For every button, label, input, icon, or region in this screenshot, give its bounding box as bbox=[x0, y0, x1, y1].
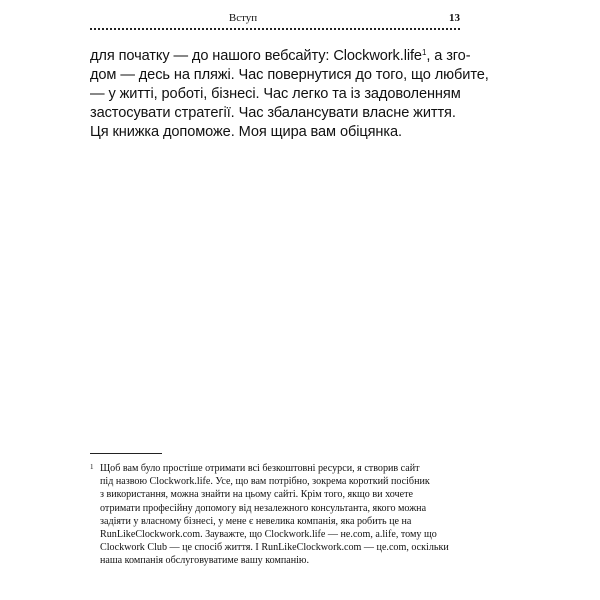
footnote-separator bbox=[90, 453, 162, 454]
footnote-line: отримати професійну допомогу від незалежного консультанта, якого можна bbox=[100, 502, 427, 514]
footnote-line: Щоб вам було простіше отримати всі безкоштовні ресурси, я створив сайт bbox=[100, 463, 420, 474]
footnote-line: задіяти у власному бізнесі, у мене є невелика компанія, яка робить це на bbox=[100, 515, 412, 527]
footnote-line: Clockwork Club — це спосіб життя. І RunLikeClockwork.com — це.com, оскільки bbox=[100, 542, 449, 554]
body-line-5: Ця книжка допоможе. Моя щира вам обіцянка. bbox=[90, 124, 402, 140]
footnote-line: наша компанія обслуговуватиме вашу компанію. bbox=[100, 555, 309, 567]
body-line-2: дом — десь на пляжі. Час повернутися до того, що любите, bbox=[90, 67, 489, 83]
footnote-line: під назвою Clockwork.life. Усе, що вам потрібно, зокрема короткий посібник bbox=[100, 476, 430, 488]
footnote-line: з використання, можна знайти на цьому сайті. Крім того, якщо ви хочете bbox=[100, 489, 413, 501]
body-line-3: — у житті, роботі, бізнесі. Час легко та із задоволенням bbox=[90, 86, 461, 102]
footnote-marker: 1 bbox=[90, 463, 94, 471]
body-line-1: для початку — до нашого вебсайту: Clockwork.life$^1$, а зго- bbox=[90, 48, 471, 64]
footnote-reference[interactable]: 1 bbox=[421, 48, 427, 57]
body-paragraph bbox=[90, 47, 489, 142]
page-number: 13 bbox=[449, 12, 460, 24]
body-line-4: застосувати стратегії. Час збалансувати власне життя. bbox=[90, 105, 456, 121]
running-header bbox=[90, 10, 460, 26]
header-dotted-rule bbox=[90, 28, 460, 30]
footnote bbox=[90, 462, 465, 568]
chapter-title: Вступ bbox=[228, 12, 258, 24]
footnote-line: RunLikeClockwork.com. Зауважте, що Clockwork.life — не.com, a.life, тому що bbox=[100, 529, 437, 541]
